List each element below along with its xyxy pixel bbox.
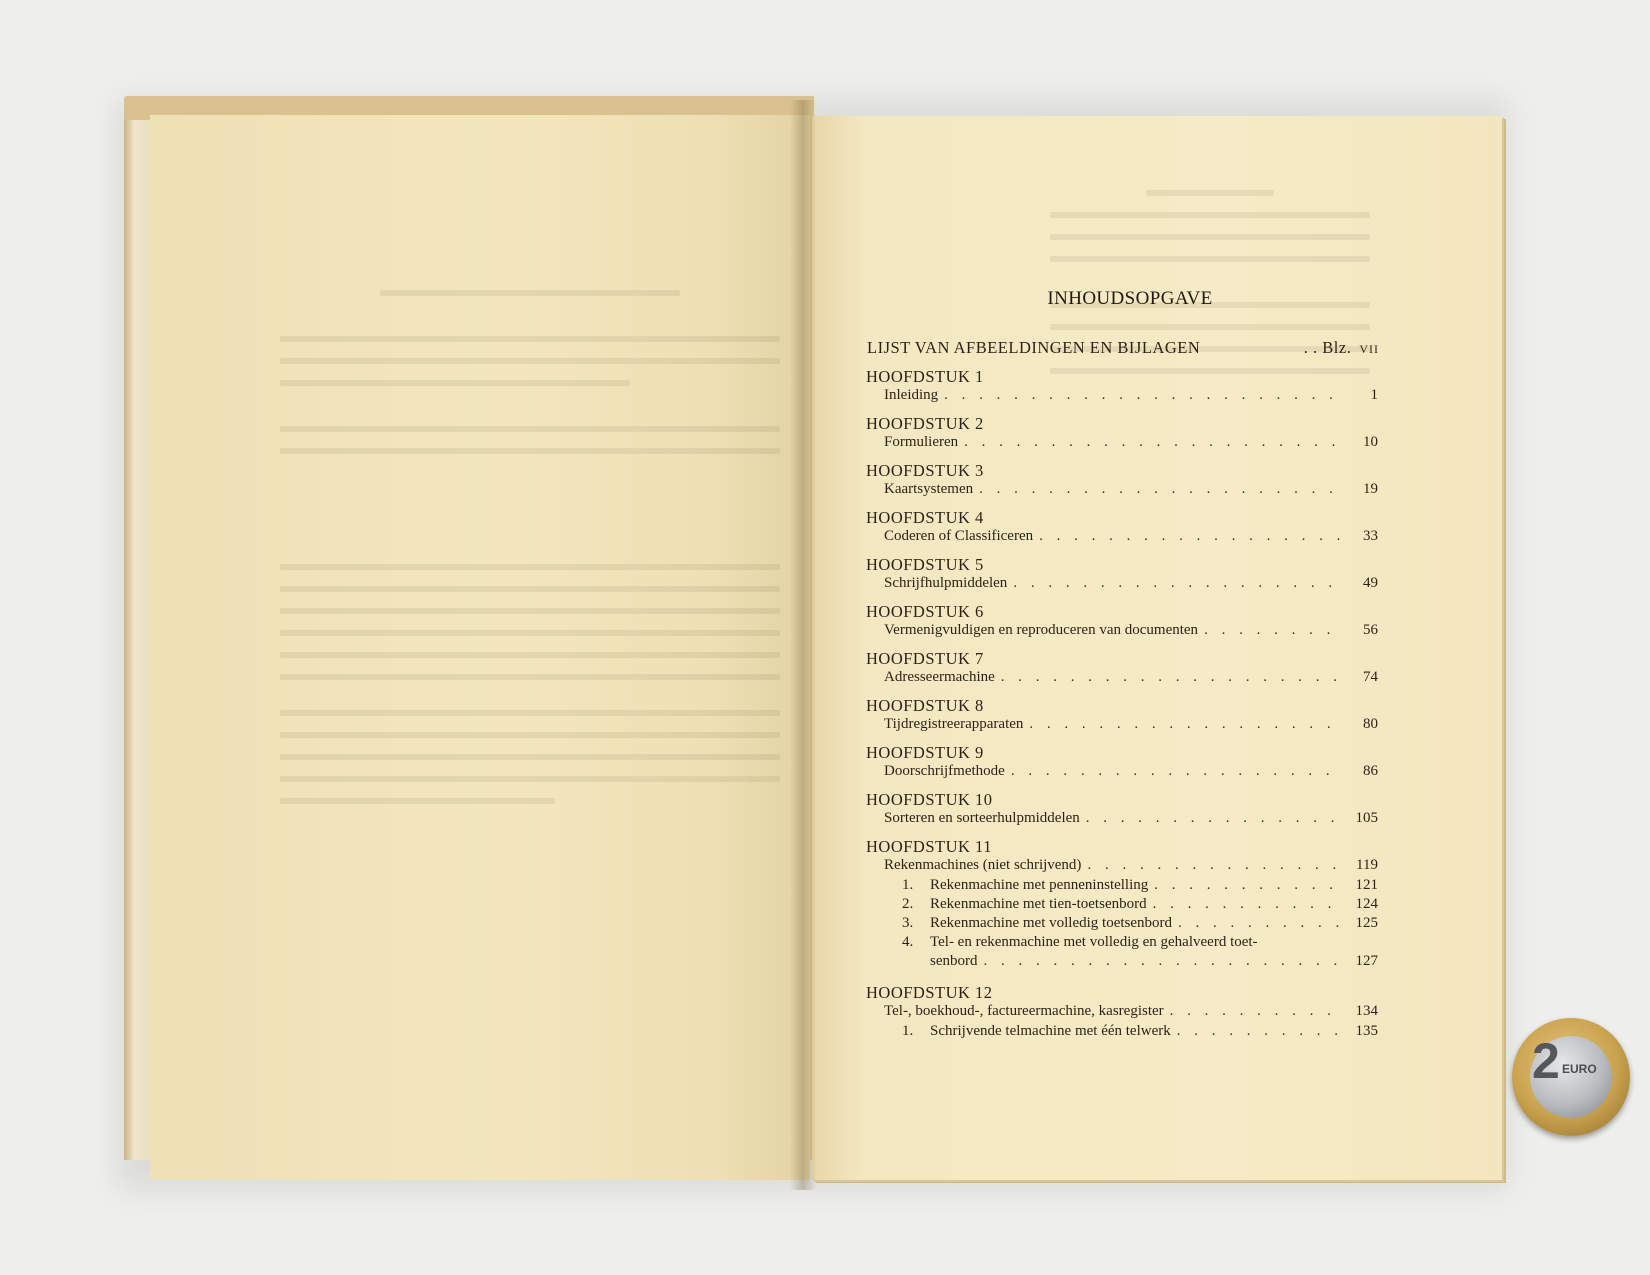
chapter-heading-text: HOOFDSTUK 7 <box>866 649 984 668</box>
chapter-heading-text: HOOFDSTUK 11 <box>866 837 992 856</box>
entry-page-number: 56 <box>1363 622 1378 638</box>
toc-entry <box>884 528 1378 545</box>
chapter-heading-text: HOOFDSTUK 3 <box>866 461 984 480</box>
toc-entry <box>884 857 1378 874</box>
entry-title: Kaartsystemen <box>884 481 974 497</box>
subentry-title: Schrijvende telmachine met één telwerk <box>930 1023 1171 1039</box>
chapter-heading-text: HOOFDSTUK 8 <box>866 696 984 715</box>
chapter-heading-text: HOOFDSTUK 4 <box>866 508 984 527</box>
entry-title: Formulieren <box>884 434 959 450</box>
toc-entry <box>884 575 1378 592</box>
dot-leader <box>1013 575 1342 592</box>
chapter-heading-text: HOOFDSTUK 1 <box>866 367 984 386</box>
toc-entry <box>884 1003 1378 1020</box>
subentry-number: 4. <box>902 934 914 950</box>
entry-title: Schrijfhulpmiddelen <box>884 575 1008 591</box>
toc-chapter-heading <box>866 743 1378 763</box>
entry-title: Tijdregistreerapparaten <box>884 716 1024 732</box>
entry-title: Tel-, boekhoud-, factureermachine, kasregister <box>884 1003 1164 1019</box>
dot-leader <box>1011 763 1342 780</box>
book-gutter <box>790 100 816 1190</box>
toc-entry <box>884 481 1378 498</box>
chapter-heading-text: HOOFDSTUK 9 <box>866 743 984 762</box>
toc-chapter-heading <box>866 602 1378 622</box>
entry-page-number: 105 <box>1355 810 1378 826</box>
entry-page-number: 33 <box>1363 528 1378 544</box>
entry-page-number: 86 <box>1363 763 1378 779</box>
entry-title: Rekenmachines (niet schrijvend) <box>884 857 1082 873</box>
subentry-title: Rekenmachine met volledig toetsenbord <box>930 915 1173 931</box>
toc-chapter-heading <box>866 555 1378 575</box>
subentry-number: 1. <box>902 877 914 893</box>
entry-title: Coderen of Classificeren <box>884 528 1034 544</box>
toc-entry <box>884 622 1378 639</box>
coin-value: 2 <box>1532 1033 1560 1089</box>
subentry-page-number: 135 <box>1355 1023 1378 1039</box>
entry-title: Vermenigvuldigen en reproduceren van documenten <box>884 622 1199 638</box>
dot-leader <box>1178 915 1342 932</box>
dot-leader <box>1170 1003 1342 1020</box>
entry-page-number: 74 <box>1363 669 1378 685</box>
dot-leader <box>1087 857 1342 874</box>
toc-subentry <box>902 896 1378 913</box>
toc-chapter-heading <box>866 790 1378 810</box>
subentry-page-number: 121 <box>1355 877 1378 893</box>
entry-page-number: 49 <box>1363 575 1378 591</box>
subentry-page-number: 127 <box>1355 953 1378 969</box>
toc-chapter-heading <box>866 649 1378 669</box>
entry-page-number: 119 <box>1356 857 1378 873</box>
dot-leader <box>1154 877 1342 894</box>
entry-page-number: 1 <box>1370 387 1378 403</box>
dot-leader <box>1001 669 1342 686</box>
dot-leader <box>979 481 1342 498</box>
toc-chapter-heading <box>866 837 1378 857</box>
dot-leader <box>984 953 1343 970</box>
toc-page-number: VII <box>1359 342 1379 356</box>
toc-entry <box>884 763 1378 780</box>
subentry-title: senbord <box>930 953 978 969</box>
toc-chapter-heading <box>866 414 1378 434</box>
toc-subentry <box>902 877 1378 894</box>
left-page-showthrough <box>280 290 780 1010</box>
toc-chapter-heading <box>866 983 1378 1003</box>
entry-title: Inleiding <box>884 387 939 403</box>
subentry-title: Rekenmachine met penneninstelling <box>930 877 1149 893</box>
dot-leader <box>1029 716 1342 733</box>
entry-title: Adresseermachine <box>884 669 995 685</box>
toc-chapter-heading <box>866 508 1378 528</box>
chapter-heading-text: HOOFDSTUK 6 <box>866 602 984 621</box>
entry-title: Sorteren en sorteerhulpmiddelen <box>884 810 1080 826</box>
subentry-title: Rekenmachine met tien-toetsenbord <box>930 896 1147 912</box>
coin-unit: EURO <box>1562 1062 1597 1076</box>
subentry-number: 1. <box>902 1023 914 1039</box>
toc-title: INHOUDSOPGAVE <box>1047 288 1213 309</box>
entry-page-number: 19 <box>1363 481 1378 497</box>
dot-leader <box>1086 810 1342 827</box>
chapter-heading-text: HOOFDSTUK 2 <box>866 414 984 433</box>
dot-leader <box>1153 896 1342 913</box>
subentry-page-number: 124 <box>1355 896 1378 912</box>
subentry-number: 2. <box>902 896 914 912</box>
chapter-heading-text: HOOFDSTUK 10 <box>866 790 993 809</box>
toc-subentry <box>902 934 1378 951</box>
toc-entry <box>884 387 1378 404</box>
dot-leader <box>1204 622 1342 639</box>
entry-title: Doorschrijfmethode <box>884 763 1005 779</box>
toc-subentry-continuation <box>930 953 1378 970</box>
cover-board-edge <box>124 120 150 1160</box>
toc-chapter-heading <box>866 696 1378 716</box>
dot-leader <box>1039 528 1342 545</box>
dot-leader <box>1177 1023 1342 1040</box>
dot-leader <box>944 387 1342 404</box>
toc-entry <box>884 716 1378 733</box>
chapter-heading-text: HOOFDSTUK 12 <box>866 983 993 1002</box>
subentry-page-number: 125 <box>1355 915 1378 931</box>
toc-subentry <box>902 915 1378 932</box>
entry-page-number: 10 <box>1363 434 1378 450</box>
entry-page-number: 134 <box>1355 1003 1378 1019</box>
toc-blz-label: . . Blz. <box>1303 338 1352 357</box>
toc-list-label: LIJST VAN AFBEELDINGEN EN BIJLAGEN <box>867 338 1201 357</box>
dot-leader <box>964 434 1342 451</box>
toc-entry <box>884 434 1378 451</box>
two-euro-coin <box>1512 1018 1630 1136</box>
toc-chapter-heading <box>866 367 1378 387</box>
chapter-heading-text: HOOFDSTUK 5 <box>866 555 984 574</box>
toc-entry <box>884 810 1378 827</box>
toc-list-of-figures <box>867 338 1379 358</box>
entry-page-number: 80 <box>1363 716 1378 732</box>
toc-subentry <box>902 1023 1378 1040</box>
toc-chapter-heading <box>866 461 1378 481</box>
toc-entry <box>884 669 1378 686</box>
subentry-number: 3. <box>902 915 914 931</box>
subentry-title: Tel- en rekenmachine met volledig en gehalveerd toet- <box>930 934 1258 950</box>
